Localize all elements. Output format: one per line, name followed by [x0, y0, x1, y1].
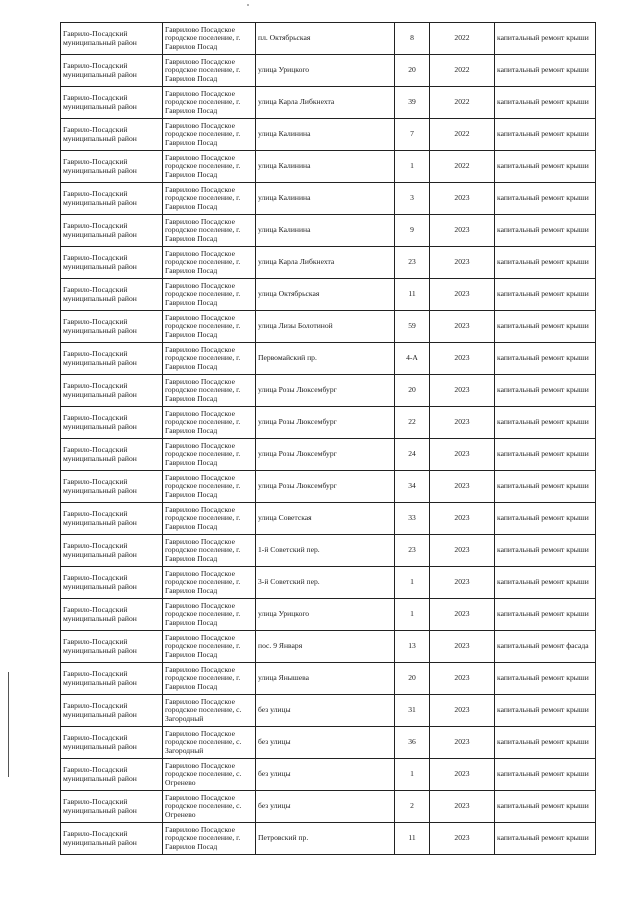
municipality-cell: Гаврило-Посадский муниципальный район [61, 183, 163, 215]
municipality-cell: Гаврило-Посадский муниципальный район [61, 151, 163, 183]
municipality-cell: Гаврило-Посадский муниципальный район [61, 631, 163, 663]
table-row [61, 535, 596, 567]
street-cell: 1-й Советский пер. [256, 535, 395, 567]
municipality-cell: Гаврило-Посадский муниципальный район [61, 279, 163, 311]
street-cell: улица Советская [256, 503, 395, 535]
table-row [61, 503, 596, 535]
municipality-cell: Гаврило-Посадский муниципальный район [61, 439, 163, 471]
work-type-cell: капитальный ремонт крыши [495, 343, 596, 375]
table-row [61, 407, 596, 439]
work-type-cell: капитальный ремонт крыши [495, 215, 596, 247]
table-row [61, 599, 596, 631]
house-number-cell: 1 [395, 567, 430, 599]
year-cell: 2023 [430, 567, 495, 599]
settlement-cell: Гаврилово Посадское городское поселение, г. Гаврилов Посад [163, 55, 256, 87]
year-cell: 2023 [430, 695, 495, 727]
house-number-cell: 7 [395, 119, 430, 151]
year-cell: 2023 [430, 727, 495, 759]
year-cell: 2023 [430, 343, 495, 375]
scan-speck [247, 4, 249, 6]
municipality-cell: Гаврило-Посадский муниципальный район [61, 311, 163, 343]
house-number-cell: 11 [395, 823, 430, 855]
table-row [61, 247, 596, 279]
house-number-cell: 59 [395, 311, 430, 343]
house-number-cell: 36 [395, 727, 430, 759]
street-cell: Петровский пр. [256, 823, 395, 855]
table-row [61, 23, 596, 55]
year-cell: 2023 [430, 375, 495, 407]
settlement-cell: Гаврилово Посадское городское поселение, г. Гаврилов Посад [163, 631, 256, 663]
table-row [61, 55, 596, 87]
work-type-cell: капитальный ремонт крыши [495, 823, 596, 855]
house-number-cell: 20 [395, 375, 430, 407]
house-number-cell: 23 [395, 535, 430, 567]
work-type-cell: капитальный ремонт крыши [495, 439, 596, 471]
work-type-cell: капитальный ремонт крыши [495, 279, 596, 311]
year-cell: 2023 [430, 247, 495, 279]
work-type-cell: капитальный ремонт крыши [495, 727, 596, 759]
work-type-cell: капитальный ремонт крыши [495, 663, 596, 695]
settlement-cell: Гаврилово Посадское городское поселение, г. Гаврилов Посад [163, 183, 256, 215]
work-type-cell: капитальный ремонт крыши [495, 23, 596, 55]
street-cell: улица Калинина [256, 215, 395, 247]
settlement-cell: Гаврилово Посадское городское поселение, г. Гаврилов Посад [163, 471, 256, 503]
house-number-cell: 11 [395, 279, 430, 311]
repair-schedule-table [60, 22, 596, 855]
table-row [61, 119, 596, 151]
settlement-cell: Гаврилово Посадское городское поселение, г. Гаврилов Посад [163, 119, 256, 151]
year-cell: 2022 [430, 151, 495, 183]
margin-mark [8, 672, 9, 777]
work-type-cell: капитальный ремонт крыши [495, 311, 596, 343]
year-cell: 2023 [430, 759, 495, 791]
settlement-cell: Гаврилово Посадское городское поселение, г. Гаврилов Посад [163, 503, 256, 535]
municipality-cell: Гаврило-Посадский муниципальный район [61, 215, 163, 247]
house-number-cell: 2 [395, 791, 430, 823]
year-cell: 2023 [430, 311, 495, 343]
municipality-cell: Гаврило-Посадский муниципальный район [61, 407, 163, 439]
house-number-cell: 34 [395, 471, 430, 503]
work-type-cell: капитальный ремонт фасада [495, 631, 596, 663]
settlement-cell: Гаврилово Посадское городское поселение, г. Гаврилов Посад [163, 535, 256, 567]
table-row [61, 471, 596, 503]
table-row [61, 759, 596, 791]
year-cell: 2023 [430, 215, 495, 247]
municipality-cell: Гаврило-Посадский муниципальный район [61, 343, 163, 375]
table-row [61, 279, 596, 311]
settlement-cell: Гаврилово Посадское городское поселение, г. Гаврилов Посад [163, 375, 256, 407]
street-cell: без улицы [256, 695, 395, 727]
house-number-cell: 8 [395, 23, 430, 55]
house-number-cell: 24 [395, 439, 430, 471]
year-cell: 2023 [430, 535, 495, 567]
table-row [61, 87, 596, 119]
street-cell: улица Карла Либкнехта [256, 247, 395, 279]
municipality-cell: Гаврило-Посадский муниципальный район [61, 23, 163, 55]
municipality-cell: Гаврило-Посадский муниципальный район [61, 375, 163, 407]
house-number-cell: 3 [395, 183, 430, 215]
municipality-cell: Гаврило-Посадский муниципальный район [61, 695, 163, 727]
table-row [61, 343, 596, 375]
settlement-cell: Гаврилово Посадское городское поселение, г. Гаврилов Посад [163, 23, 256, 55]
table-row [61, 183, 596, 215]
work-type-cell: капитальный ремонт крыши [495, 247, 596, 279]
year-cell: 2022 [430, 23, 495, 55]
settlement-cell: Гаврилово Посадское городское поселение, г. Гаврилов Посад [163, 151, 256, 183]
work-type-cell: капитальный ремонт крыши [495, 87, 596, 119]
year-cell: 2023 [430, 791, 495, 823]
street-cell: улица Урицкого [256, 55, 395, 87]
municipality-cell: Гаврило-Посадский муниципальный район [61, 791, 163, 823]
municipality-cell: Гаврило-Посадский муниципальный район [61, 599, 163, 631]
street-cell: пл. Октябрьская [256, 23, 395, 55]
year-cell: 2023 [430, 503, 495, 535]
street-cell: без улицы [256, 759, 395, 791]
settlement-cell: Гаврилово Посадское городское поселение, г. Гаврилов Посад [163, 823, 256, 855]
work-type-cell: капитальный ремонт крыши [495, 471, 596, 503]
settlement-cell: Гаврилово Посадское городское поселение, с. Огренево [163, 759, 256, 791]
work-type-cell: капитальный ремонт крыши [495, 695, 596, 727]
house-number-cell: 1 [395, 759, 430, 791]
year-cell: 2023 [430, 599, 495, 631]
municipality-cell: Гаврило-Посадский муниципальный район [61, 759, 163, 791]
year-cell: 2022 [430, 87, 495, 119]
settlement-cell: Гаврилово Посадское городское поселение, г. Гаврилов Посад [163, 279, 256, 311]
house-number-cell: 31 [395, 695, 430, 727]
municipality-cell: Гаврило-Посадский муниципальный район [61, 663, 163, 695]
settlement-cell: Гаврилово Посадское городское поселение, г. Гаврилов Посад [163, 247, 256, 279]
table-row [61, 567, 596, 599]
year-cell: 2023 [430, 663, 495, 695]
table-row [61, 823, 596, 855]
house-number-cell: 33 [395, 503, 430, 535]
work-type-cell: капитальный ремонт крыши [495, 55, 596, 87]
work-type-cell: капитальный ремонт крыши [495, 759, 596, 791]
settlement-cell: Гаврилово Посадское городское поселение, с. Загородный [163, 695, 256, 727]
street-cell: улица Розы Люксембург [256, 471, 395, 503]
table-body [61, 23, 596, 855]
table-row [61, 791, 596, 823]
work-type-cell: капитальный ремонт крыши [495, 407, 596, 439]
municipality-cell: Гаврило-Посадский муниципальный район [61, 471, 163, 503]
year-cell: 2023 [430, 823, 495, 855]
settlement-cell: Гаврилово Посадское городское поселение, с. Загородный [163, 727, 256, 759]
work-type-cell: капитальный ремонт крыши [495, 375, 596, 407]
year-cell: 2023 [430, 631, 495, 663]
year-cell: 2023 [430, 279, 495, 311]
year-cell: 2022 [430, 119, 495, 151]
work-type-cell: капитальный ремонт крыши [495, 151, 596, 183]
street-cell: улица Калинина [256, 151, 395, 183]
table-row [61, 727, 596, 759]
street-cell: улица Янышева [256, 663, 395, 695]
house-number-cell: 1 [395, 151, 430, 183]
house-number-cell: 22 [395, 407, 430, 439]
municipality-cell: Гаврило-Посадский муниципальный район [61, 567, 163, 599]
street-cell: улица Калинина [256, 183, 395, 215]
street-cell: без улицы [256, 791, 395, 823]
municipality-cell: Гаврило-Посадский муниципальный район [61, 87, 163, 119]
work-type-cell: капитальный ремонт крыши [495, 599, 596, 631]
settlement-cell: Гаврилово Посадское городское поселение, г. Гаврилов Посад [163, 567, 256, 599]
settlement-cell: Гаврилово Посадское городское поселение, г. Гаврилов Посад [163, 87, 256, 119]
street-cell: улица Розы Люксембург [256, 375, 395, 407]
table-row [61, 151, 596, 183]
settlement-cell: Гаврилово Посадское городское поселение, г. Гаврилов Посад [163, 215, 256, 247]
house-number-cell: 4-А [395, 343, 430, 375]
street-cell: улица Калинина [256, 119, 395, 151]
settlement-cell: Гаврилово Посадское городское поселение, г. Гаврилов Посад [163, 439, 256, 471]
street-cell: улица Урицкого [256, 599, 395, 631]
municipality-cell: Гаврило-Посадский муниципальный район [61, 823, 163, 855]
table-row [61, 439, 596, 471]
street-cell: пос. 9 Января [256, 631, 395, 663]
table-row [61, 375, 596, 407]
year-cell: 2022 [430, 55, 495, 87]
table-row [61, 663, 596, 695]
house-number-cell: 39 [395, 87, 430, 119]
municipality-cell: Гаврило-Посадский муниципальный район [61, 503, 163, 535]
settlement-cell: Гаврилово Посадское городское поселение, г. Гаврилов Посад [163, 407, 256, 439]
house-number-cell: 13 [395, 631, 430, 663]
house-number-cell: 9 [395, 215, 430, 247]
table-row [61, 215, 596, 247]
street-cell: улица Розы Люксембург [256, 439, 395, 471]
year-cell: 2023 [430, 439, 495, 471]
year-cell: 2023 [430, 183, 495, 215]
house-number-cell: 20 [395, 55, 430, 87]
settlement-cell: Гаврилово Посадское городское поселение, г. Гаврилов Посад [163, 663, 256, 695]
work-type-cell: капитальный ремонт крыши [495, 791, 596, 823]
year-cell: 2023 [430, 407, 495, 439]
settlement-cell: Гаврилово Посадское городское поселение, г. Гаврилов Посад [163, 343, 256, 375]
table-row [61, 631, 596, 663]
house-number-cell: 23 [395, 247, 430, 279]
street-cell: без улицы [256, 727, 395, 759]
work-type-cell: капитальный ремонт крыши [495, 119, 596, 151]
street-cell: улица Октябрьская [256, 279, 395, 311]
work-type-cell: капитальный ремонт крыши [495, 535, 596, 567]
house-number-cell: 1 [395, 599, 430, 631]
street-cell: улица Розы Люксембург [256, 407, 395, 439]
table-row [61, 311, 596, 343]
street-cell: 3-й Советский пер. [256, 567, 395, 599]
municipality-cell: Гаврило-Посадский муниципальный район [61, 247, 163, 279]
settlement-cell: Гаврилово Посадское городское поселение, г. Гаврилов Посад [163, 311, 256, 343]
municipality-cell: Гаврило-Посадский муниципальный район [61, 727, 163, 759]
municipality-cell: Гаврило-Посадский муниципальный район [61, 535, 163, 567]
settlement-cell: Гаврилово Посадское городское поселение, г. Гаврилов Посад [163, 599, 256, 631]
municipality-cell: Гаврило-Посадский муниципальный район [61, 119, 163, 151]
street-cell: улица Лизы Болотиной [256, 311, 395, 343]
settlement-cell: Гаврилово Посадское городское поселение, с. Огренево [163, 791, 256, 823]
work-type-cell: капитальный ремонт крыши [495, 503, 596, 535]
work-type-cell: капитальный ремонт крыши [495, 567, 596, 599]
street-cell: улица Карла Либкнехта [256, 87, 395, 119]
work-type-cell: капитальный ремонт крыши [495, 183, 596, 215]
year-cell: 2023 [430, 471, 495, 503]
house-number-cell: 20 [395, 663, 430, 695]
table-row [61, 695, 596, 727]
municipality-cell: Гаврило-Посадский муниципальный район [61, 55, 163, 87]
street-cell: Первомайский пр. [256, 343, 395, 375]
